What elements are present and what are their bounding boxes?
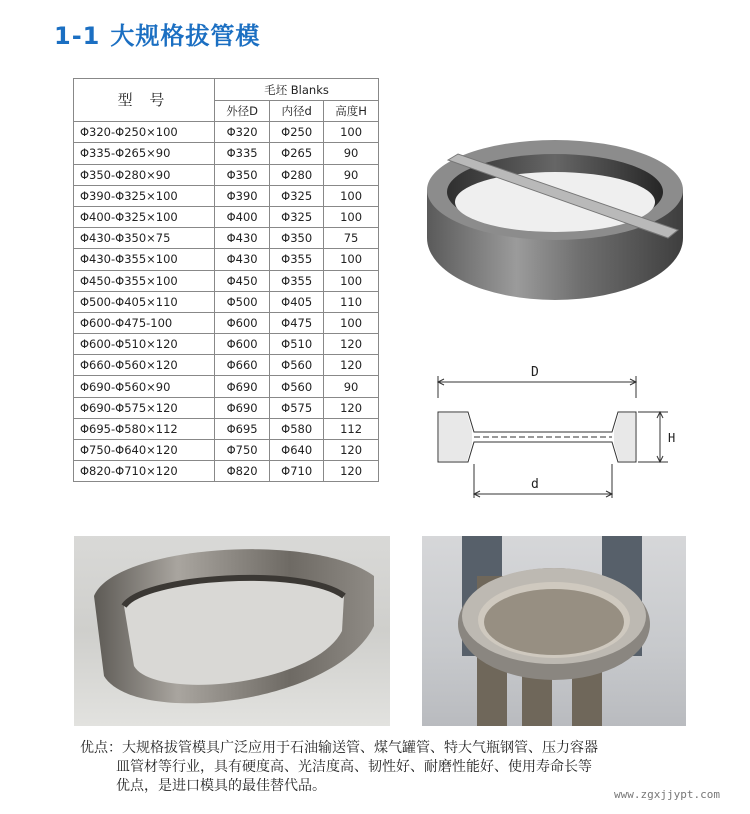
table-row (74, 291, 379, 312)
table-row (74, 334, 379, 355)
outer-diameter-cell: Φ430 (215, 249, 270, 270)
outer-diameter-cell: Φ600 (215, 312, 270, 333)
table-row (74, 122, 379, 143)
outer-diameter-cell: Φ430 (215, 228, 270, 249)
inner-diameter-cell: Φ510 (270, 334, 324, 355)
model-cell: Φ500-Φ405×110 (74, 291, 215, 312)
model-cell: Φ600-Φ475-100 (74, 312, 215, 333)
height-cell: 120 (324, 461, 379, 482)
model-cell: Φ320-Φ250×100 (74, 122, 215, 143)
height-cell: 75 (324, 228, 379, 249)
height-cell: 100 (324, 185, 379, 206)
model-cell: Φ350-Φ280×90 (74, 164, 215, 185)
table-row (74, 355, 379, 376)
model-cell: Φ600-Φ510×120 (74, 334, 215, 355)
model-cell: Φ750-Φ640×120 (74, 440, 215, 461)
height-cell: 112 (324, 418, 379, 439)
model-cell: Φ430-Φ350×75 (74, 228, 215, 249)
spec-table (73, 78, 379, 482)
ring-die-photo (410, 128, 700, 318)
height-cell: 100 (324, 249, 379, 270)
height-cell: 100 (324, 270, 379, 291)
description-line-2: 皿管材等行业，具有硬度高、光洁度高、韧性好、耐磨性能好、使用寿命长等 (116, 759, 592, 775)
height-cell: 110 (324, 291, 379, 312)
title-number: 1-1 (54, 22, 101, 50)
table-row (74, 397, 379, 418)
dimension-d-label: d (531, 477, 539, 492)
inner-diameter-cell: Φ355 (270, 270, 324, 291)
model-header: 型 号 (74, 79, 215, 122)
inner-diameter-cell: Φ575 (270, 397, 324, 418)
height-cell: 100 (324, 206, 379, 227)
outer-diameter-cell: Φ695 (215, 418, 270, 439)
outer-diameter-cell: Φ320 (215, 122, 270, 143)
model-cell: Φ390-Φ325×100 (74, 185, 215, 206)
model-cell: Φ690-Φ575×120 (74, 397, 215, 418)
height-cell: 100 (324, 312, 379, 333)
dimension-D-label: D (531, 365, 539, 380)
inner-diameter-cell: Φ280 (270, 164, 324, 185)
inner-diameter-cell: Φ710 (270, 461, 324, 482)
blanks-header: 毛坯 Blanks (215, 79, 379, 101)
outer-diameter-cell: Φ690 (215, 397, 270, 418)
height-cell: 120 (324, 334, 379, 355)
outer-diameter-cell: Φ690 (215, 376, 270, 397)
inner-diameter-cell: Φ405 (270, 291, 324, 312)
title-text: 大规格拔管模 (110, 22, 261, 50)
inner-diameter-cell: Φ265 (270, 143, 324, 164)
outer-diameter-cell: Φ820 (215, 461, 270, 482)
table-row (74, 461, 379, 482)
table-row (74, 249, 379, 270)
inner-diameter-cell: Φ560 (270, 376, 324, 397)
ring-photo-cart (422, 536, 686, 726)
table-row (74, 312, 379, 333)
outer-diameter-cell: Φ750 (215, 440, 270, 461)
ring-photo-floor (74, 536, 390, 726)
outer-diameter-header: 外径D (215, 101, 270, 122)
inner-diameter-cell: Φ250 (270, 122, 324, 143)
page-title (54, 16, 260, 51)
inner-diameter-cell: Φ475 (270, 312, 324, 333)
outer-diameter-cell: Φ335 (215, 143, 270, 164)
outer-diameter-cell: Φ350 (215, 164, 270, 185)
outer-diameter-cell: Φ600 (215, 334, 270, 355)
height-cell: 90 (324, 164, 379, 185)
outer-diameter-cell: Φ400 (215, 206, 270, 227)
table-row (74, 164, 379, 185)
height-cell: 120 (324, 355, 379, 376)
table-row (74, 270, 379, 291)
model-cell: Φ690-Φ560×90 (74, 376, 215, 397)
height-header: 高度H (324, 101, 379, 122)
watermark: www.zgxjjypt.com (614, 788, 720, 801)
outer-diameter-cell: Φ660 (215, 355, 270, 376)
description-line-1: 大规格拔管模具广泛应用于石油输送管、煤气罐管、特大气瓶钢管、压力容器 (122, 740, 598, 756)
height-cell: 120 (324, 397, 379, 418)
table-row (74, 143, 379, 164)
inner-diameter-header: 内径d (270, 101, 324, 122)
inner-diameter-cell: Φ350 (270, 228, 324, 249)
inner-diameter-cell: Φ355 (270, 249, 324, 270)
height-cell: 90 (324, 143, 379, 164)
model-cell: Φ820-Φ710×120 (74, 461, 215, 482)
model-cell: Φ335-Φ265×90 (74, 143, 215, 164)
table-row (74, 376, 379, 397)
table-row (74, 440, 379, 461)
inner-diameter-cell: Φ560 (270, 355, 324, 376)
dimension-H-label: H (668, 431, 676, 445)
table-row (74, 228, 379, 249)
inner-diameter-cell: Φ640 (270, 440, 324, 461)
outer-diameter-cell: Φ390 (215, 185, 270, 206)
cross-section-drawing (418, 360, 698, 520)
description-label: 优点： (80, 740, 122, 756)
height-cell: 90 (324, 376, 379, 397)
model-cell: Φ450-Φ355×100 (74, 270, 215, 291)
model-cell: Φ695-Φ580×112 (74, 418, 215, 439)
model-cell: Φ660-Φ560×120 (74, 355, 215, 376)
outer-diameter-cell: Φ450 (215, 270, 270, 291)
table-row (74, 206, 379, 227)
inner-diameter-cell: Φ325 (270, 185, 324, 206)
model-cell: Φ430-Φ355×100 (74, 249, 215, 270)
table-row (74, 418, 379, 439)
description-line-3: 优点，是进口模具的最佳替代品。 (116, 778, 326, 794)
table-row (74, 185, 379, 206)
model-cell: Φ400-Φ325×100 (74, 206, 215, 227)
inner-diameter-cell: Φ580 (270, 418, 324, 439)
outer-diameter-cell: Φ500 (215, 291, 270, 312)
height-cell: 120 (324, 440, 379, 461)
height-cell: 100 (324, 122, 379, 143)
inner-diameter-cell: Φ325 (270, 206, 324, 227)
